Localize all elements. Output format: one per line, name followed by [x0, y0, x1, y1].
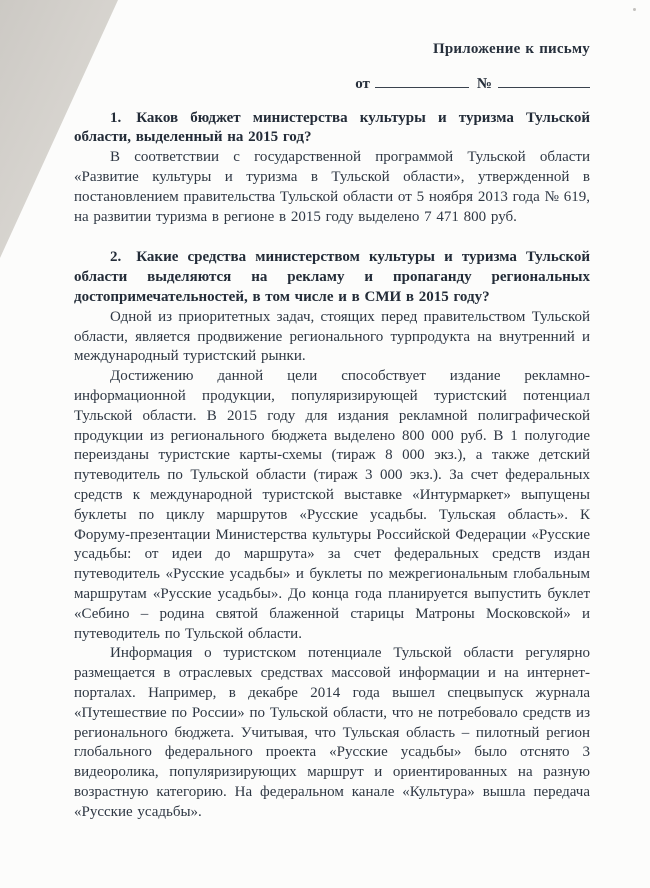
- number-blank-field: [498, 73, 590, 88]
- reference-line: [74, 73, 590, 95]
- answer-1-paragraph: В соответствии с государственной программой Тульской области «Развитие культуры и туризма в Тульской области», утвержденной в постановлением правительства Тульской области от 5 ноября 2013 года № 619, на развитии туризма в регионе в 2015 году выделено 7 471 800 руб.: [74, 149, 590, 225]
- question-1-title: Каков бюджет министерства культуры и туризма Тульской области, выделенный на 2015 год?: [74, 109, 590, 146]
- answer-2-paragraph-1: Одной из приоритетных задач, стоящих перед правительством Тульской области, является продвижение регионального турпродукта на внутренний и международный туристский рынки.: [74, 308, 590, 365]
- question-2-title: Какие средства министерством культуры и туризма Тульской области выделяются на рекламу и пропаганду региональных достопримечательностей, в том числе и в СМИ в 2015 году?: [74, 249, 590, 305]
- question-2-number: 2.: [110, 249, 122, 266]
- question-2-heading: [74, 248, 590, 307]
- number-sign-label: №: [476, 75, 492, 92]
- answer-2-paragraph-3: Информация о туристском потенциале Тульской области регулярно размещается в отраслевых средствах массовой информации и на интернет-порталах. Например, в декабре 2014 года вышел спецвыпуск журнала «Путешествие по России» по Тульской области, что не потребовало средств из регионального бюджета. Учитывая, что Тульская область – пилотный регион глобального федерального проекта «Русские усадьбы» было отснято 3 видеоролика, популяризирующих маршрут и ориентированных на разную возрастную категорию. На федеральном канале «Культура» вышла передача «Русские усадьбы».: [74, 645, 590, 820]
- question-1-number: 1.: [110, 109, 122, 126]
- question-1-heading: [74, 109, 590, 149]
- from-label: от: [355, 75, 370, 92]
- document-page: [74, 40, 590, 822]
- attachment-header-title: Приложение к письму: [432, 41, 590, 57]
- answer-2-paragraph-2: Достижению данной цели способствует издание рекламно-информационной продукции, популяризирующей туристский потенциал Тульской области. В 2015 году для издания рекламной полиграфической продукции из регионального бюджета выделено 800 000 руб. В 1 полугодие переизданы туристские карты-схемы (тираж 8 000 экз.), а также детский путеводитель по Тульской области (тираж 3 000 экз.). За счет федеральных средств к международной туристской выставке «Интурмаркет» выпущены буклеты по циклу маршрутов «Русские усадьбы. Тульская область». К Форуму-презентации Министерства культуры Российской Федерации «Русские усадьбы: от идеи до маршрута» за счет федеральных средств издан путеводитель «Русские усадьбы» и буклеты по межрегиональным глобальным маршрутам «Русские усадьбы». До конца года планируется выпустить буклет «Себино – родина святой блаженной старицы Матроны Московской» и путеводитель по Тульской области.: [74, 368, 590, 642]
- dust-speck: [633, 8, 636, 11]
- from-blank-field: [375, 73, 469, 88]
